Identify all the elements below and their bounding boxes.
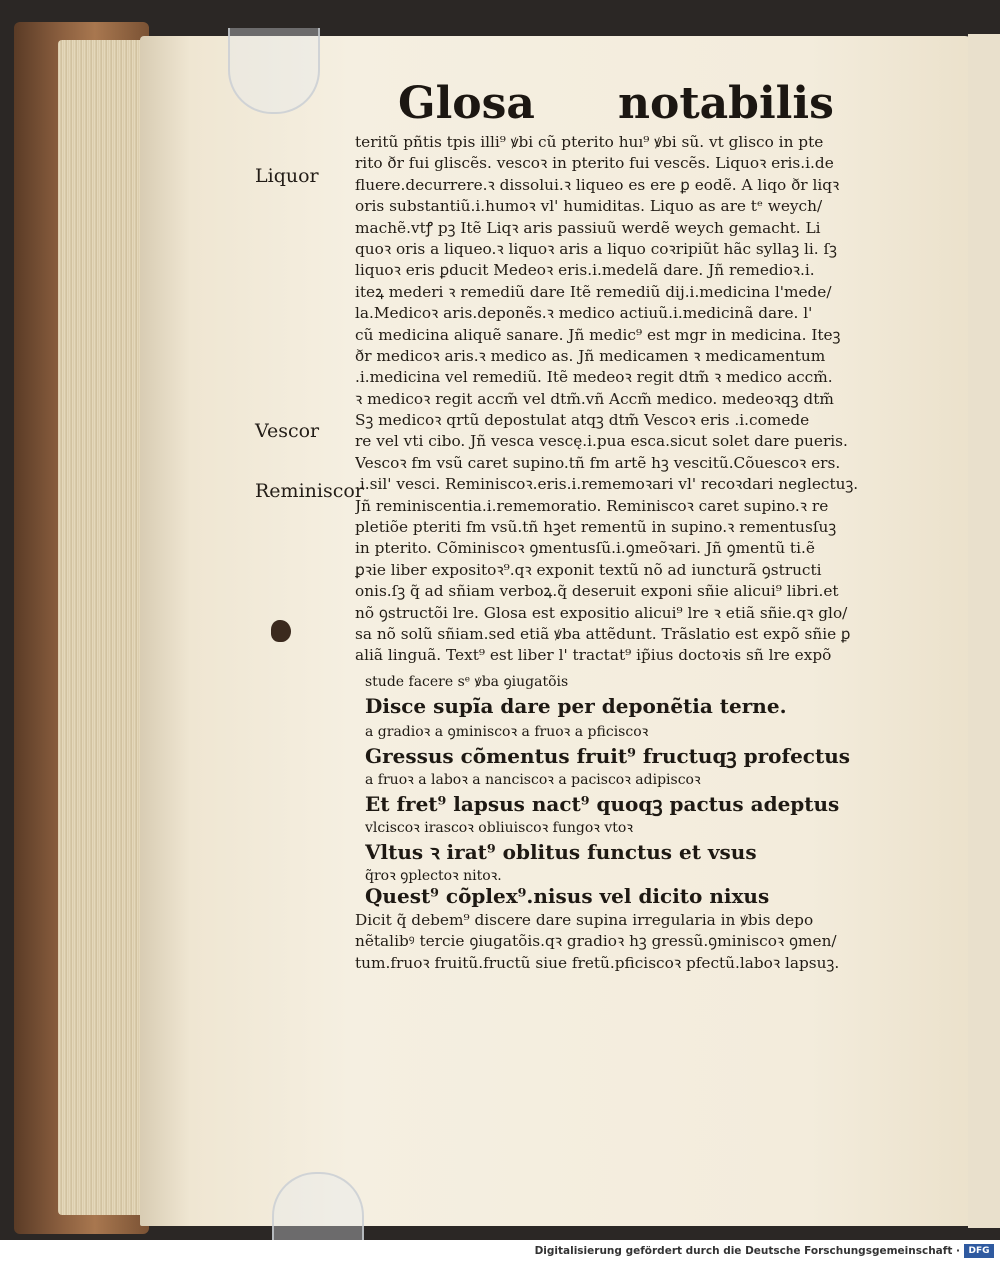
body-text bbox=[355, 132, 875, 667]
margin-note-liquor: Liquor bbox=[255, 165, 319, 187]
text-line: onis.ſꝫ q̃ ad sñiam verboꝝ.q̃ deseruit exponi sñie alicui⁹ libri.et bbox=[355, 582, 839, 601]
margin-note-vescor: Vescor bbox=[255, 420, 320, 442]
ink-stain bbox=[271, 620, 291, 642]
verse-line: Disce supĩa dare per deponẽtia terne. bbox=[365, 694, 787, 718]
text-line: nõ ꝯstructõi lre. Glosa est expositio alicui⁹ lre ꝛ etiã sñie.qꝛ glo/ bbox=[355, 603, 848, 622]
text-line: aliã linguã. Text⁹ est liber l' tractat⁹ ip̃ius doctoꝛis sñ lre expõ bbox=[355, 646, 832, 665]
text-line: in pterito. Cõminiscoꝛ ꝯmentusſũ.i.ꝯmeõꝛari. Jñ ꝯmentũ ti.ẽ bbox=[355, 539, 815, 558]
text-line: la.Medicoꝛ aris.deponẽs.ꝛ medico actiuũ.i.medicinã dare. l' bbox=[355, 304, 813, 323]
verse-gloss-line: vlciscoꝛ irascoꝛ obliuiscoꝛ fungoꝛ vtoꝛ bbox=[365, 820, 633, 836]
text-line: Sꝫ medicoꝛ qrtũ depostulat atqꝫ dtm̃ Vescoꝛ eris .i.comede bbox=[355, 411, 810, 430]
text-line: iteꝝ mederi ꝛ remediũ dare Itẽ remediũ dij.i.medicina l'mede/ bbox=[355, 282, 832, 301]
text-line: cũ medicina aliquẽ sanare. Jñ medic⁹ est mgr in medicina. Iteꝫ bbox=[355, 325, 841, 344]
text-line: Jñ reminiscentia.i.rememoratio. Reminiscoꝛ caret supino.ꝛ re bbox=[355, 496, 829, 515]
right-page-edge bbox=[968, 34, 1000, 1228]
commentary-paragraph bbox=[355, 910, 875, 974]
text-line: ꝛ medicoꝛ regit accm̃ vel dtm̃.vñ Accm̃ medico. medeoꝛqꝫ dtm̃ bbox=[355, 389, 834, 408]
verse-line: Vltus ꝛ irat⁹ oblitus functus et vsus bbox=[365, 840, 757, 864]
funding-credit: Digitalisierung gefördert durch die Deutsche Forschungsgemeinschaft · bbox=[534, 1245, 960, 1257]
text-line: tum.fruoꝛ fruitũ.fructũ siue fretũ.pficiscoꝛ pfectũ.laboꝛ lapsuꝫ. bbox=[355, 953, 840, 972]
text-line: pletiõe pteriti fm vsũ.tñ hꝫet rementũ in supino.ꝛ rementusſuꝫ bbox=[355, 518, 837, 537]
text-line: nẽtalibꝰ tercie ꝯiugatõis.qꝛ gradioꝛ hꝫ gressũ.ꝯminiscoꝛ ꝯmen/ bbox=[355, 932, 837, 951]
running-title-right: notabilis bbox=[618, 78, 834, 129]
margin-note-reminiscor: Reminiscor bbox=[255, 480, 364, 502]
text-line: .i.medicina vel remediũ. Itẽ medeoꝛ regit dtm̃ ꝛ medico accm̃. bbox=[355, 368, 833, 387]
text-line: re vel vti cibo. Jñ vesca vescę.i.pua esca.sicut solet dare pueris. bbox=[355, 432, 848, 451]
verse-gloss-line: stude facere sᵉ ꝟba ꝯiugatõis bbox=[365, 674, 569, 690]
text-line: ꝑꝛie liber expositoꝛ⁹.qꝛ exponit textũ nõ ad iuncturã ꝯstructi bbox=[355, 560, 822, 579]
verse-gloss-line: a fruoꝛ a laboꝛ a nanciscoꝛ a paciscoꝛ adipiscoꝛ bbox=[365, 772, 701, 788]
text-line: fluere.decurrere.ꝛ dissolui.ꝛ liqueo es ere ꝑ eodẽ. A liqo ðr liqꝛ bbox=[355, 175, 840, 194]
text-line: rito ðr fui gliscẽs. vescoꝛ in pterito fui vescẽs. Liquoꝛ eris.i.de bbox=[355, 154, 834, 173]
dfg-logo: DFG bbox=[964, 1244, 994, 1258]
page-clip-top bbox=[228, 28, 320, 114]
verse-line: Gressus cõmentus fruit⁹ fructuqꝫ profectus bbox=[365, 744, 851, 768]
verse-gloss-line: a gradioꝛ a ꝯminiscoꝛ a fruoꝛ a pficiscoꝛ bbox=[365, 724, 649, 740]
verse-line: Et fret⁹ lapsus nact⁹ quoqꝫ pactus adeptus bbox=[365, 792, 840, 816]
text-line: Vescoꝛ fm vsũ caret supino.tñ fm artẽ hꝫ vescitũ.Cõuescoꝛ ers. bbox=[355, 453, 841, 472]
text-line: ðr medicoꝛ aris.ꝛ medico as. Jñ medicamen ꝛ medicamentum bbox=[355, 346, 826, 365]
verse-gloss-line: q̃roꝛ ꝯplectoꝛ nitoꝛ. bbox=[365, 868, 502, 884]
text-line: Dicit q̃ debem⁹ discere dare supina irregularia in ꝟbis depo bbox=[355, 911, 814, 929]
verse-line: Quest⁹ cõplex⁹.nisus vel dicito nixus bbox=[365, 884, 770, 908]
text-line: sa nõ solũ sñiam.sed etiã ꝟba attẽdunt. Trãslatio est expõ sñie ꝑ bbox=[355, 624, 851, 643]
text-line: oris substantiũ.i.humoꝛ vl' humiditas. Liquo as are tᵉ weych/ bbox=[355, 197, 823, 216]
text-line: teritũ pñtis tpis illi⁹ ꝟbi cũ pterito huı⁹ ꝟbi sũ. vt glisco in pte bbox=[355, 133, 824, 151]
text-line: machẽ.vtꝭ pꝫ Itẽ Liqꝛ aris passiuũ werdẽ weych gemacht. Li bbox=[355, 218, 821, 237]
text-line: liquoꝛ eris ꝑducit Medeoꝛ eris.i.medelã dare. Jñ remedioꝛ.i. bbox=[355, 261, 815, 280]
text-line: quoꝛ oris a liqueo.ꝛ liquoꝛ aris a liquo coꝛripiũt hãc syllaꝫ li. ſꝫ bbox=[355, 239, 837, 258]
running-title-left: Glosa bbox=[398, 78, 535, 129]
text-line: .i.sil' vesci. Reminiscoꝛ.eris.i.rememoꝛari vl' recoꝛdari neglectuꝫ. bbox=[355, 475, 859, 494]
